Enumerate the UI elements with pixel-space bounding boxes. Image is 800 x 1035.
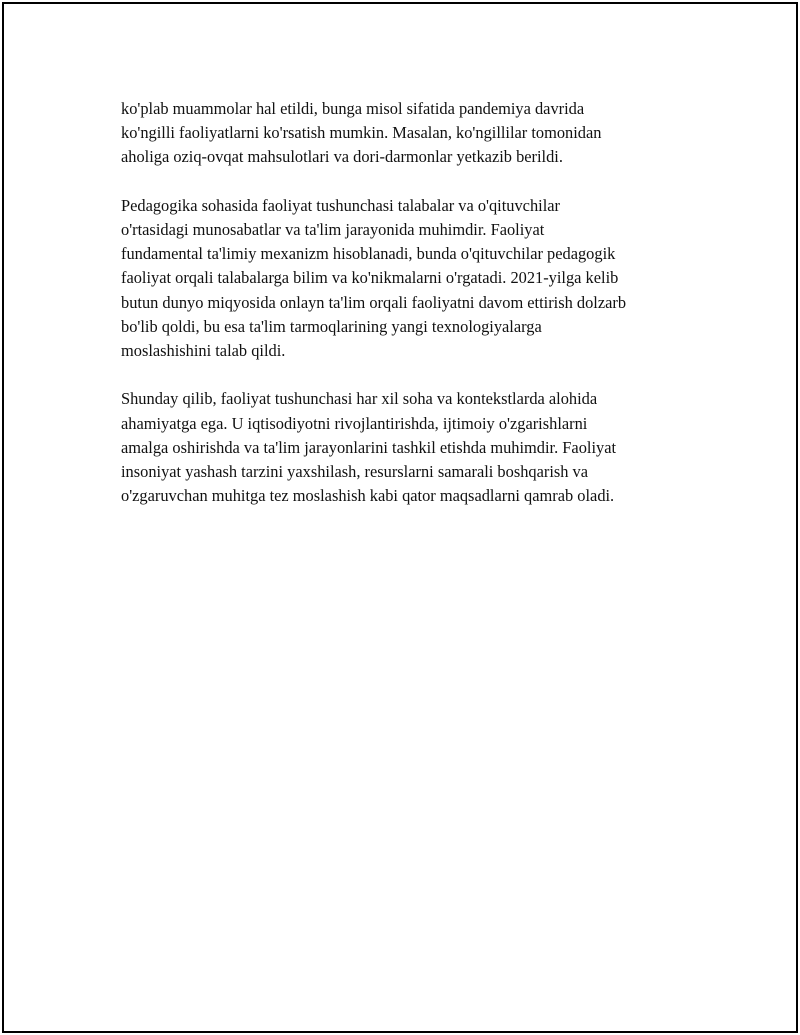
- text-line: insoniyat yashash tarzini yaxshilash, resurslarni samarali boshqarish va: [121, 462, 589, 482]
- text-line: amalga oshirishda va ta'lim jarayonlarini tashkil etishda muhimdir. Faoliyat: [121, 437, 617, 457]
- paragraph-3: [121, 387, 706, 508]
- text-line: ahamiyatga ega. U iqtisodiyotni rivojlantirishda, ijtimoiy o'zgarishlarni: [121, 413, 588, 433]
- page: [2, 2, 798, 1033]
- text-line: fundamental ta'limiy mexanizm hisoblanadi, bunda o'qituvchilar pedagogik: [121, 244, 616, 264]
- text-line: moslashishini talab qildi.: [121, 341, 286, 361]
- paragraph-1: [121, 97, 706, 170]
- text-line: butun dunyo miqyosida onlayn ta'lim orqali faoliyatni davom ettirish dolzarb: [121, 292, 627, 312]
- text-line: bo'lib qoldi, bu esa ta'lim tarmoqlarining yangi texnologiyalarga: [121, 316, 542, 336]
- text-line: Shunday qilib, faoliyat tushunchasi har xil soha va kontekstlarda alohida: [121, 389, 598, 409]
- text-line: Pedagogika sohasida faoliyat tushunchasi talabalar va o'qituvchilar: [121, 195, 560, 215]
- paragraph-2: [121, 194, 706, 363]
- text-line: o'zgaruvchan muhitga tez moslashish kabi qator maqsadlarni qamrab oladi.: [121, 486, 615, 506]
- text-line: ko'ngilli faoliyatlarni ko'rsatish mumkin. Masalan, ko'ngillilar tomonidan: [121, 123, 602, 143]
- document-body: [121, 97, 706, 533]
- text-line: faoliyat orqali talabalarga bilim va ko'nikmalarni o'rgatadi. 2021-yilga kelib: [121, 268, 619, 288]
- text-line: o'rtasidagi munosabatlar va ta'lim jarayonida muhimdir. Faoliyat: [121, 220, 545, 239]
- text-line: ko'plab muammolar hal etildi, bunga misol sifatida pandemiya davrida: [121, 99, 585, 118]
- text-line: aholiga oziq-ovqat mahsulotlari va dori-darmonlar yetkazib berildi.: [121, 147, 563, 167]
